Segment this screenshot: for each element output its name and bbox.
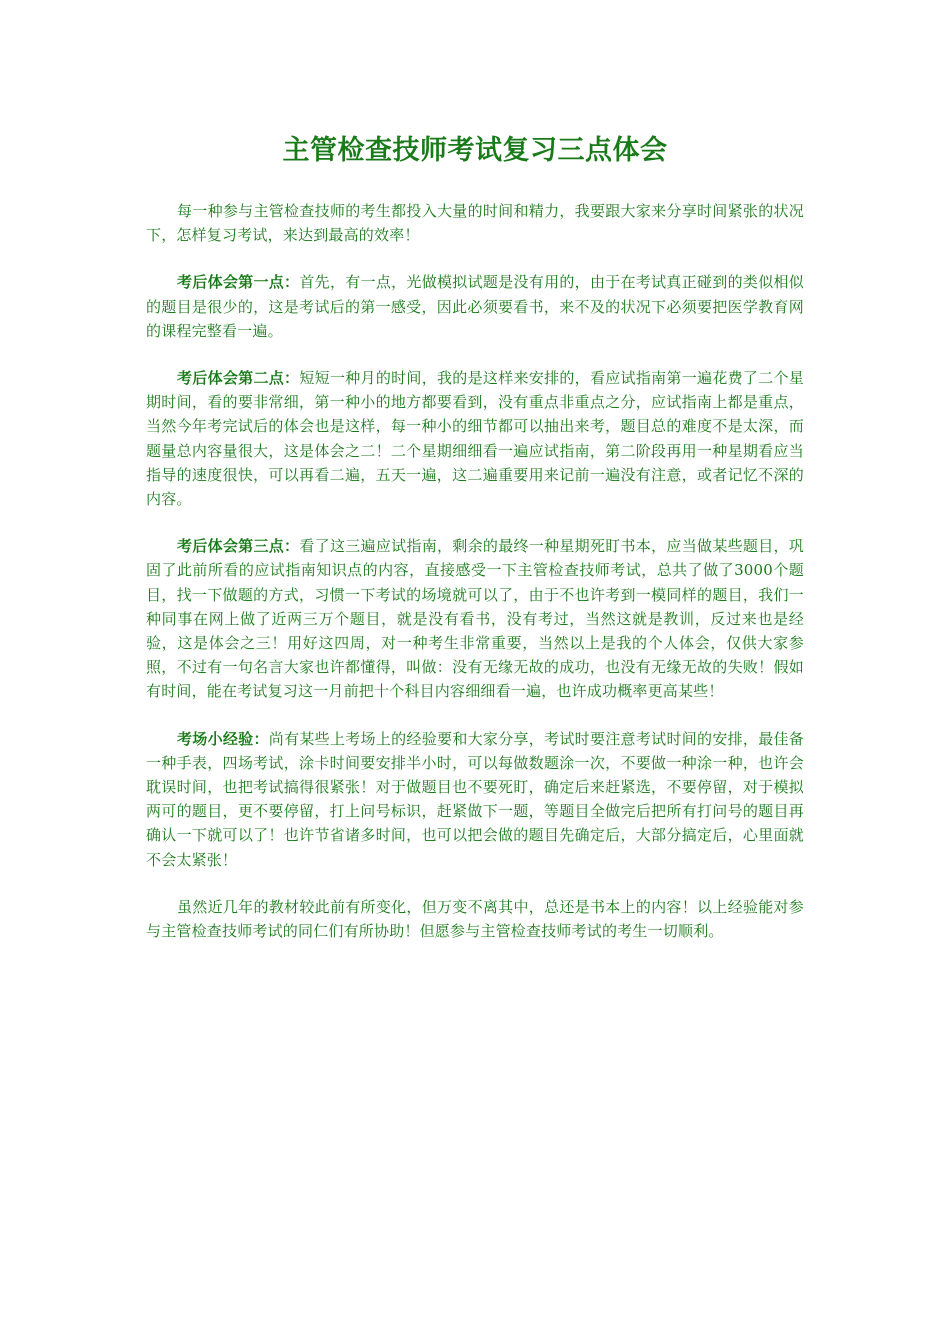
paragraph-point-three-text: 看了这三遍应试指南，剩余的最终一种星期死盯书本，应当做某些题目，巩固了此前所看的应试指南知识点的内容，直接感受一下主管检查技师考试，总共了做了3000个题目，找一下做题的方式，习惯一下考试的场境就可以了，由于不也许考到一模同样的题目，我们一种同事在网上做了近两三万个题目，就是没有看书，没有考过，当然这就是教训，反过来也是经验，这是体会之三！用好这四周，对一种考生非常重要，当然以上是我的个人体会，仅供大家参照，不过有一句名言大家也许都懂得，叫做：没有无缘无故的成功，也没有无缘无故的失败！假如有时间，能在考试复习这一月前把十个科目内容细细看一遍，也许成功概率更高某些！ [146,537,804,701]
paragraph-point-one-text: 首先，有一点，光做模拟试题是没有用的，由于在考试真正碰到的类似相似的题目是很少的，这是考试后的第一感受，因此必须要看书，来不及的状况下必须要把医学教育网的课程完整看一遍。 [146,273,804,340]
paragraph-intro-text: 每一种参与主管检查技师的考生都投入大量的时间和精力，我要跟大家来分享时间紧张的状况下，怎样复习考试，来达到最高的效率！ [146,202,804,245]
paragraph-point-two-text: 短短一种月的时间，我的是这样来安排的，看应试指南第一遍花费了二个星期时间，看的要非常细，第一种小的地方都要看到，没有重点非重点之分，应试指南上都是重点，当然今年考完试后的体会也是这样，每一种小的细节都可以抽出来考，题目总的难度不是太深，而题量总内容量很大，这是体会之二！二个星期细细看一遍应试指南，第二阶段再用一种星期看应当指导的速度很快，可以再看二遍，五天一遍，这二遍重要用来记前一遍没有注意，或者记忆不深的内容。 [146,369,804,509]
paragraph-conclusion [146,895,804,943]
paragraph-exam-tips-heading: 考场小经验： [177,729,269,748]
paragraph-point-three-heading: 考后体会第三点： [177,537,300,556]
paragraph-conclusion-text: 虽然近几年的教材较此前有所变化，但万变不离其中，总还是书本上的内容！以上经验能对参与主管检查技师考试的同仁们有所协助！但愿参与主管检查技师考试的考生一切顺利。 [146,897,804,941]
paragraph-point-two-heading: 考后体会第二点： [177,369,300,388]
paragraph-exam-tips-text: 尚有某些上考场上的经验要和大家分享，考试时要注意考试时间的安排，最佳备一种手表，四场考试，涂卡时间要安排半小时，可以每做数题涂一次，不要做一种涂一种，也许会耽误时间，也把考试搞得很紧张！对于做题目也不要死盯，确定后来赶紧选，不要停留，对于模拟两可的题目，更不要停留，打上问号标识，赶紧做下一题，等题目全做完后把所有打问号的题目再确认一下就可以了！也许节省诸多时间，也可以把会做的题目先确定后，大部分搞定后，心里面就不会太紧张！ [146,729,804,869]
paragraph-point-one [146,270,804,343]
paragraph-exam-tips [146,727,804,872]
paragraph-intro [146,199,804,247]
paragraph-point-three [146,534,804,703]
paragraph-point-one-heading: 考后体会第一点： [177,273,300,292]
document-page [146,0,804,943]
document-title: 主管检查技师考试复习三点体会 [282,135,668,166]
paragraph-point-two [146,366,804,511]
